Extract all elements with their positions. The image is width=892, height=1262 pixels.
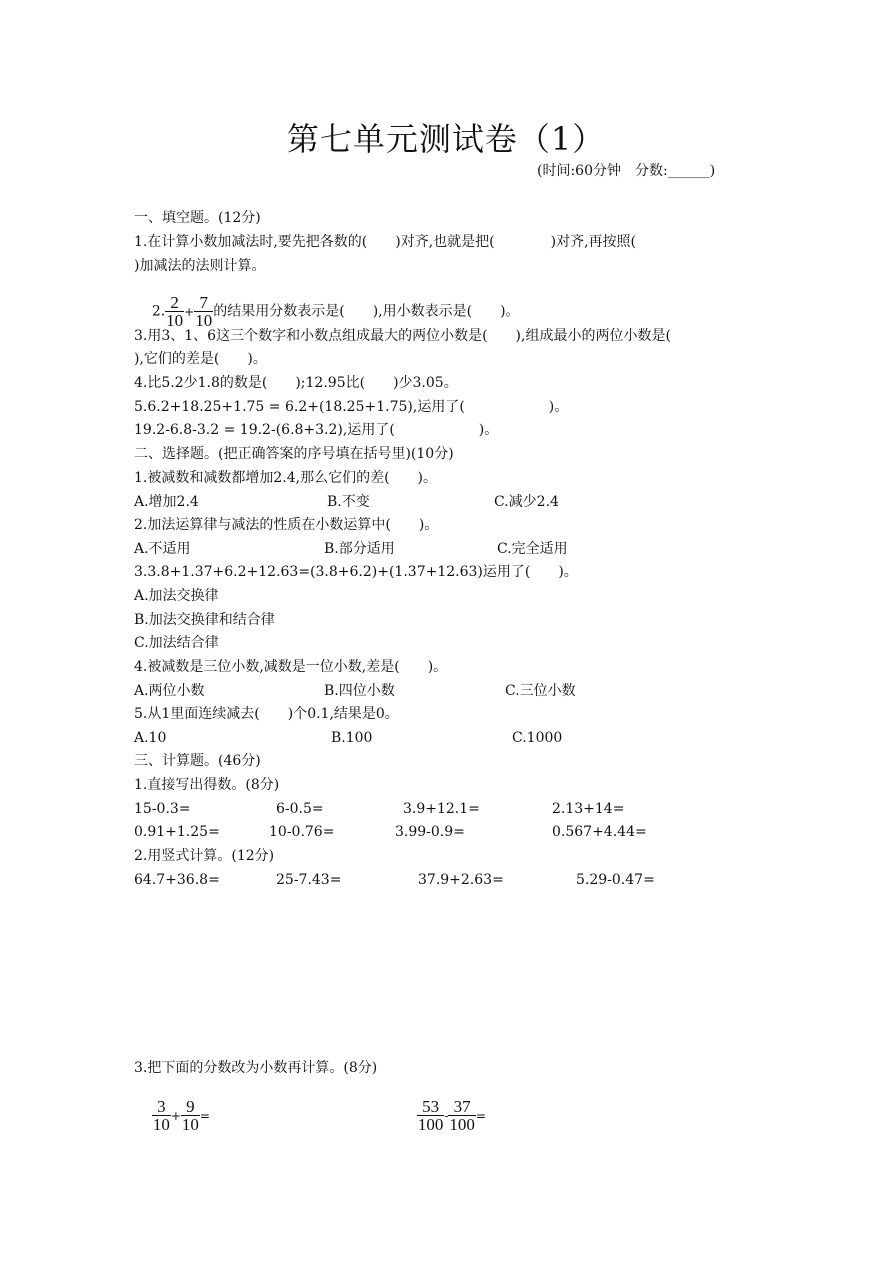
s2-q2-option-b: B.部分适用 <box>324 541 395 557</box>
operator: - <box>444 1108 449 1123</box>
fraction <box>417 1098 445 1133</box>
fraction-numerator: 9 <box>181 1098 200 1116</box>
s2-q4-option-c: C.三位小数 <box>505 683 576 699</box>
s2-q4: 4.被减数是三位小数,减数是一位小数,差是( )。 <box>134 659 448 675</box>
s3-p1-item: 15-0.3= <box>134 801 191 817</box>
s3-p2-item: 64.7+36.8= <box>134 872 220 888</box>
s1-q2-prefix: 2. <box>151 303 166 320</box>
s1-q5: 5.6.2+18.25+1.75 = 6.2+(18.25+1.75),运用了( )。 <box>134 399 569 415</box>
s2-q2-option-c: C.完全适用 <box>497 541 568 557</box>
s1-q3-line2: ),它们的差是( )。 <box>134 351 267 367</box>
s3-p2-item: 37.9+2.63= <box>418 872 504 888</box>
equals-sign: = <box>475 1108 486 1123</box>
s3-p3-right-expression <box>399 1080 486 1151</box>
s3-p1-heading: 1.直接写出得数。(8分) <box>134 777 280 793</box>
s3-p1-item: 0.91+1.25= <box>134 824 220 840</box>
s2-q5-option-c: C.1000 <box>512 730 563 746</box>
fraction <box>448 1098 476 1133</box>
s3-p1-item: 3.9+12.1= <box>403 801 480 817</box>
fraction-numerator: 7 <box>194 294 213 312</box>
fraction-denominator: 100 <box>417 1115 444 1134</box>
section2-heading: 二、选择题。(把正确答案的序号填在括号里)(10分) <box>134 446 454 462</box>
fraction <box>152 1098 171 1133</box>
s1-q2-suffix: 的结果用分数表示是( ),用小数表示是( )。 <box>213 303 520 320</box>
s3-p1-item: 10-0.76= <box>269 824 335 840</box>
s3-p1-item: 2.13+14= <box>552 801 625 817</box>
s2-q1-option-b: B.不变 <box>327 494 370 510</box>
fraction-numerator: 53 <box>417 1098 445 1116</box>
s2-q3: 3.3.8+1.37+6.2+12.63=(3.8+6.2)+(1.37+12.63)运用了( )。 <box>134 564 578 580</box>
s1-q2-fraction-2 <box>194 294 213 329</box>
fraction-numerator: 3 <box>152 1098 171 1116</box>
s2-q1-option-c: C.减少2.4 <box>494 494 559 510</box>
s3-p1-item: 3.99-0.9= <box>395 824 465 840</box>
fraction-denominator: 10 <box>181 1115 199 1134</box>
s1-q4: 4.比5.2少1.8的数是( );12.95比( )少3.05。 <box>134 375 458 391</box>
equals-sign: = <box>199 1108 210 1123</box>
s2-q1-option-a: A.增加2.4 <box>134 494 199 510</box>
s3-p1-item: 6-0.5= <box>276 801 324 817</box>
section1-heading: 一、填空题。(12分) <box>134 210 261 226</box>
operator: + <box>170 1108 181 1123</box>
s3-p2-item: 5.29-0.47= <box>576 872 655 888</box>
fraction-numerator: 2 <box>165 294 184 312</box>
s3-p2-heading: 2.用竖式计算。(12分) <box>134 848 275 864</box>
s2-q4-option-b: B.四位小数 <box>324 683 395 699</box>
s2-q2-option-a: A.不适用 <box>134 541 191 557</box>
s3-p1-item: 0.567+4.44= <box>552 824 647 840</box>
s1-q6: 19.2-6.8-3.2 = 19.2-(6.8+3.2),运用了( )。 <box>134 422 499 438</box>
fraction <box>181 1098 200 1133</box>
s2-q5-option-b: B.100 <box>331 730 373 746</box>
s1-q2-fraction-1 <box>165 294 184 329</box>
fraction-numerator: 37 <box>448 1098 476 1116</box>
s2-q2: 2.加法运算律与减法的性质在小数运算中( )。 <box>134 517 439 533</box>
section3-heading: 三、计算题。(46分) <box>134 753 261 769</box>
s3-p2-item: 25-7.43= <box>276 872 342 888</box>
s2-q4-option-a: A.两位小数 <box>134 683 205 699</box>
s1-q3-line1: 3.用3、1、6这三个数字和小数点组成最大的两位小数是( ),组成最小的两位小数是( <box>134 328 671 344</box>
s1-q1-line1: 1.在计算小数加减法时,要先把各数的( )对齐,也就是把( )对齐,再按照( <box>134 234 637 250</box>
s2-q3-option-a: A.加法交换律 <box>134 588 219 604</box>
time-score-info: (时间:60分钟 分数:______) <box>537 163 716 179</box>
s3-p3-heading: 3.把下面的分数改为小数再计算。(8分) <box>134 1060 378 1076</box>
s2-q1: 1.被减数和减数都增加2.4,那么它们的差( )。 <box>134 470 437 486</box>
fraction-denominator: 10 <box>166 311 184 330</box>
fraction-denominator: 10 <box>195 311 213 330</box>
s1-q1-line2: )加减法的法则计算。 <box>134 258 266 274</box>
page-title: 第七单元测试卷（1） <box>286 120 606 158</box>
s2-q3-option-b: B.加法交换律和结合律 <box>134 612 275 628</box>
fraction-denominator: 100 <box>449 1115 475 1134</box>
s2-q3-option-c: C.加法结合律 <box>134 635 219 651</box>
fraction-denominator: 10 <box>152 1115 170 1134</box>
s3-p3-left-expression <box>134 1080 210 1151</box>
s1-q2-operator: + <box>184 304 195 319</box>
s2-q5-option-a: A.10 <box>134 730 167 746</box>
s2-q5: 5.从1里面连续减去( )个0.1,结果是0。 <box>134 706 399 722</box>
